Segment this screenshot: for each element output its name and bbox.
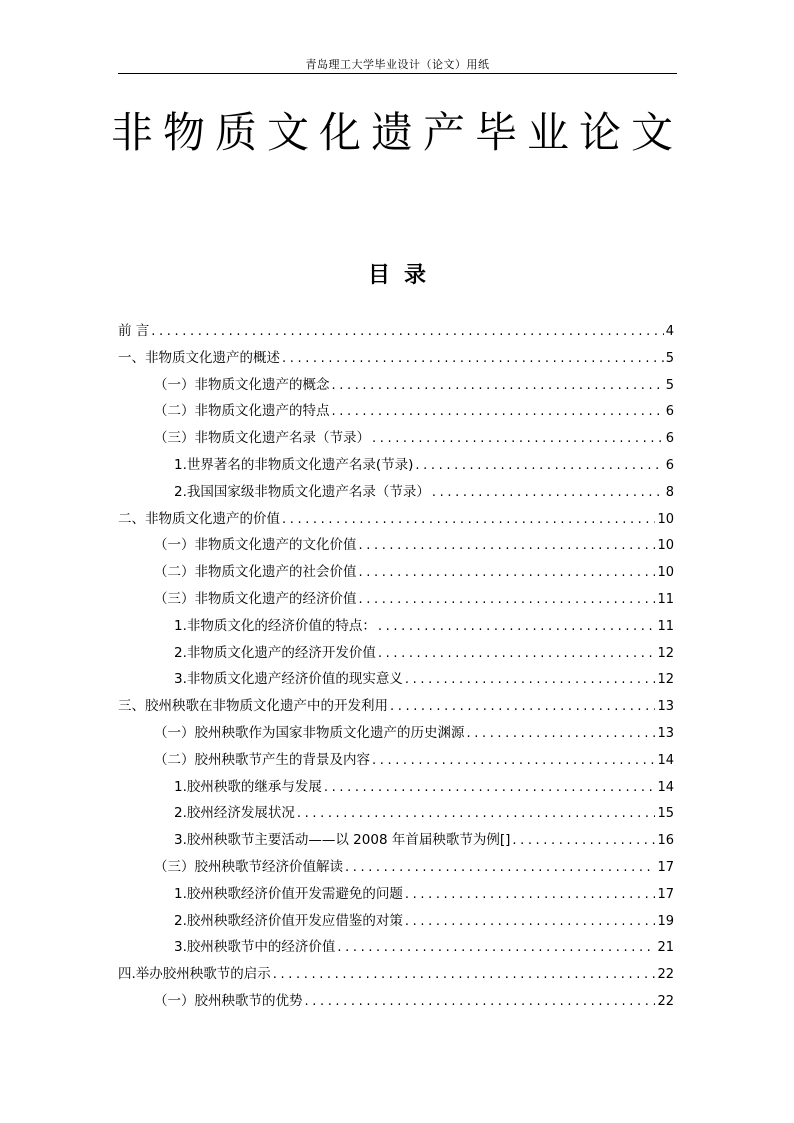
toc-entry-page: 10 <box>657 538 674 554</box>
toc-entry-page: 12 <box>657 645 674 661</box>
toc-entry[interactable] <box>118 399 674 426</box>
toc-entry-title: 2.我国国家级非物质文化遗产名录（节录） <box>174 483 430 500</box>
toc-leader-dots <box>337 940 655 955</box>
toc-leader-dots <box>359 565 656 580</box>
toc-entry-title: 2.胶州秧歌经济价值开发应借鉴的对策 <box>174 912 403 929</box>
toc-entry-title: （二）胶州秧歌节产生的背景及内容 <box>154 751 370 768</box>
toc-entry[interactable] <box>118 641 674 668</box>
toc-entry-page: 22 <box>657 993 674 1009</box>
toc-leader-dots <box>151 324 663 339</box>
toc-entry[interactable] <box>118 775 674 802</box>
toc-entry-title: 四.举办胶州秧歌节的启示 <box>118 966 271 983</box>
toc-entry[interactable] <box>118 801 674 828</box>
page-header: 青岛理工大学毕业设计（论文）用纸 <box>305 58 490 71</box>
toc-entry[interactable] <box>118 962 674 989</box>
toc-entry[interactable] <box>118 453 674 480</box>
toc-entry[interactable] <box>118 909 674 936</box>
toc-entry[interactable] <box>118 855 674 882</box>
toc-entry-title: 3.胶州秧歌节主要活动——以 2008 年首届秧歌节为例[] <box>174 832 511 849</box>
toc-entry-page: 14 <box>657 779 674 795</box>
toc-leader-dots <box>405 914 656 929</box>
toc-entry-page: 13 <box>657 725 674 741</box>
toc-entry-page: 22 <box>657 967 674 983</box>
toc-leader-dots <box>305 994 656 1009</box>
toc-leader-dots <box>372 753 655 768</box>
toc-leader-dots <box>297 806 656 821</box>
toc-leader-dots <box>282 351 664 366</box>
toc-leader-dots <box>324 780 656 795</box>
table-of-contents <box>118 319 674 1016</box>
toc-leader-dots <box>432 485 664 500</box>
toc-entry-page: 12 <box>657 672 674 688</box>
toc-entry-title: （一）胶州秧歌作为国家非物质文化遗产的历史渊源 <box>154 724 465 741</box>
toc-entry-page: 16 <box>657 833 674 849</box>
toc-entry[interactable] <box>118 319 674 346</box>
toc-entry[interactable] <box>118 614 674 641</box>
toc-leader-dots <box>378 646 656 661</box>
toc-entry-page: 14 <box>657 752 674 768</box>
toc-entry[interactable] <box>118 373 674 400</box>
toc-entry[interactable] <box>118 507 674 534</box>
toc-entry-page: 6 <box>665 431 674 447</box>
toc-entry-title: （二）非物质文化遗产的特点 <box>154 403 330 420</box>
toc-leader-dots <box>345 860 655 875</box>
toc-entry-title: 1.胶州秧歌的继承与发展 <box>174 778 322 795</box>
toc-entry[interactable] <box>118 989 674 1016</box>
toc-heading-right: 录 <box>404 262 427 288</box>
toc-entry-page: 11 <box>657 618 674 634</box>
toc-entry-page: 6 <box>665 404 674 420</box>
toc-entry-page: 17 <box>657 859 674 875</box>
toc-entry[interactable] <box>118 533 674 560</box>
toc-entry-page: 15 <box>657 806 674 822</box>
toc-entry-page: 5 <box>665 377 674 393</box>
toc-entry-title: 2.非物质文化遗产的经济开发价值 <box>174 644 376 661</box>
toc-entry-title: 三、胶州秧歌在非物质文化遗产中的开发利用 <box>118 698 388 715</box>
toc-leader-dots <box>378 619 656 634</box>
toc-entry-title: （一）胶州秧歌节的优势 <box>154 992 303 1009</box>
toc-leader-dots <box>390 699 655 714</box>
toc-entry-title: 1.胶州秧歌经济价值开发需避免的问题 <box>174 885 403 902</box>
toc-heading-left: 目 <box>367 262 390 288</box>
toc-entry-page: 8 <box>665 484 674 500</box>
toc-leader-dots <box>467 726 656 741</box>
toc-entry-title: （一）非物质文化遗产的文化价值 <box>154 537 357 554</box>
toc-entry-page: 4 <box>665 324 674 339</box>
toc-heading <box>0 258 794 289</box>
toc-leader-dots <box>332 404 664 419</box>
toc-entry[interactable] <box>118 882 674 909</box>
toc-entry[interactable] <box>118 480 674 507</box>
toc-entry[interactable] <box>118 346 674 373</box>
toc-entry[interactable] <box>118 748 674 775</box>
toc-entry-title: 1.世界著名的非物质文化遗产名录(节录) <box>174 456 414 473</box>
toc-leader-dots <box>405 887 656 902</box>
toc-entry-title: （一）非物质文化遗产的概念 <box>154 376 330 393</box>
toc-leader-dots <box>359 592 656 607</box>
toc-entry[interactable] <box>118 721 674 748</box>
toc-entry-title: 2.胶州经济发展状况 <box>174 805 295 822</box>
toc-entry-page: 19 <box>657 913 674 929</box>
toc-entry-page: 10 <box>657 511 674 527</box>
toc-entry-title: 3.胶州秧歌节中的经济价值 <box>174 939 336 956</box>
toc-entry-title: （三）非物质文化遗产的经济价值 <box>154 590 357 607</box>
toc-entry-title: （三）胶州秧歌节经济价值解读 <box>154 858 343 875</box>
toc-entry[interactable] <box>118 560 674 587</box>
toc-entry[interactable] <box>118 694 674 721</box>
toc-entry-title: （二）非物质文化遗产的社会价值 <box>154 564 357 581</box>
toc-entry[interactable] <box>118 587 674 614</box>
toc-entry-title: 3.非物质文化遗产经济价值的现实意义 <box>174 671 403 688</box>
toc-entry-page: 17 <box>657 886 674 902</box>
toc-entry-page: 6 <box>665 457 674 473</box>
toc-leader-dots <box>273 967 656 982</box>
toc-leader-dots <box>415 458 663 473</box>
toc-leader-dots <box>405 672 656 687</box>
toc-leader-dots <box>512 833 655 848</box>
toc-leader-dots <box>332 378 664 393</box>
toc-entry-title: （三）非物质文化遗产名录（节录） <box>154 430 370 447</box>
toc-leader-dots <box>359 538 656 553</box>
toc-leader-dots <box>372 431 664 446</box>
toc-entry-title: 一、非物质文化遗产的概述 <box>118 349 280 366</box>
toc-entry-title: 1.非物质文化的经济价值的特点： <box>174 617 376 634</box>
toc-entry-title: 二、非物质文化遗产的价值 <box>118 510 280 527</box>
toc-leader-dots <box>282 512 655 527</box>
document-title: 非物质文化遗产毕业论文 <box>110 108 683 157</box>
header-divider <box>118 73 677 74</box>
toc-entry[interactable] <box>118 828 674 855</box>
toc-entry-title: 前 言 <box>118 323 150 339</box>
toc-entry-page: 5 <box>665 350 674 366</box>
toc-entry[interactable] <box>118 935 674 962</box>
toc-entry-page: 21 <box>657 940 674 956</box>
toc-entry-page: 11 <box>657 591 674 607</box>
toc-entry[interactable] <box>118 667 674 694</box>
toc-entry-page: 10 <box>657 565 674 581</box>
toc-entry[interactable] <box>118 426 674 453</box>
toc-entry-page: 13 <box>657 699 674 715</box>
